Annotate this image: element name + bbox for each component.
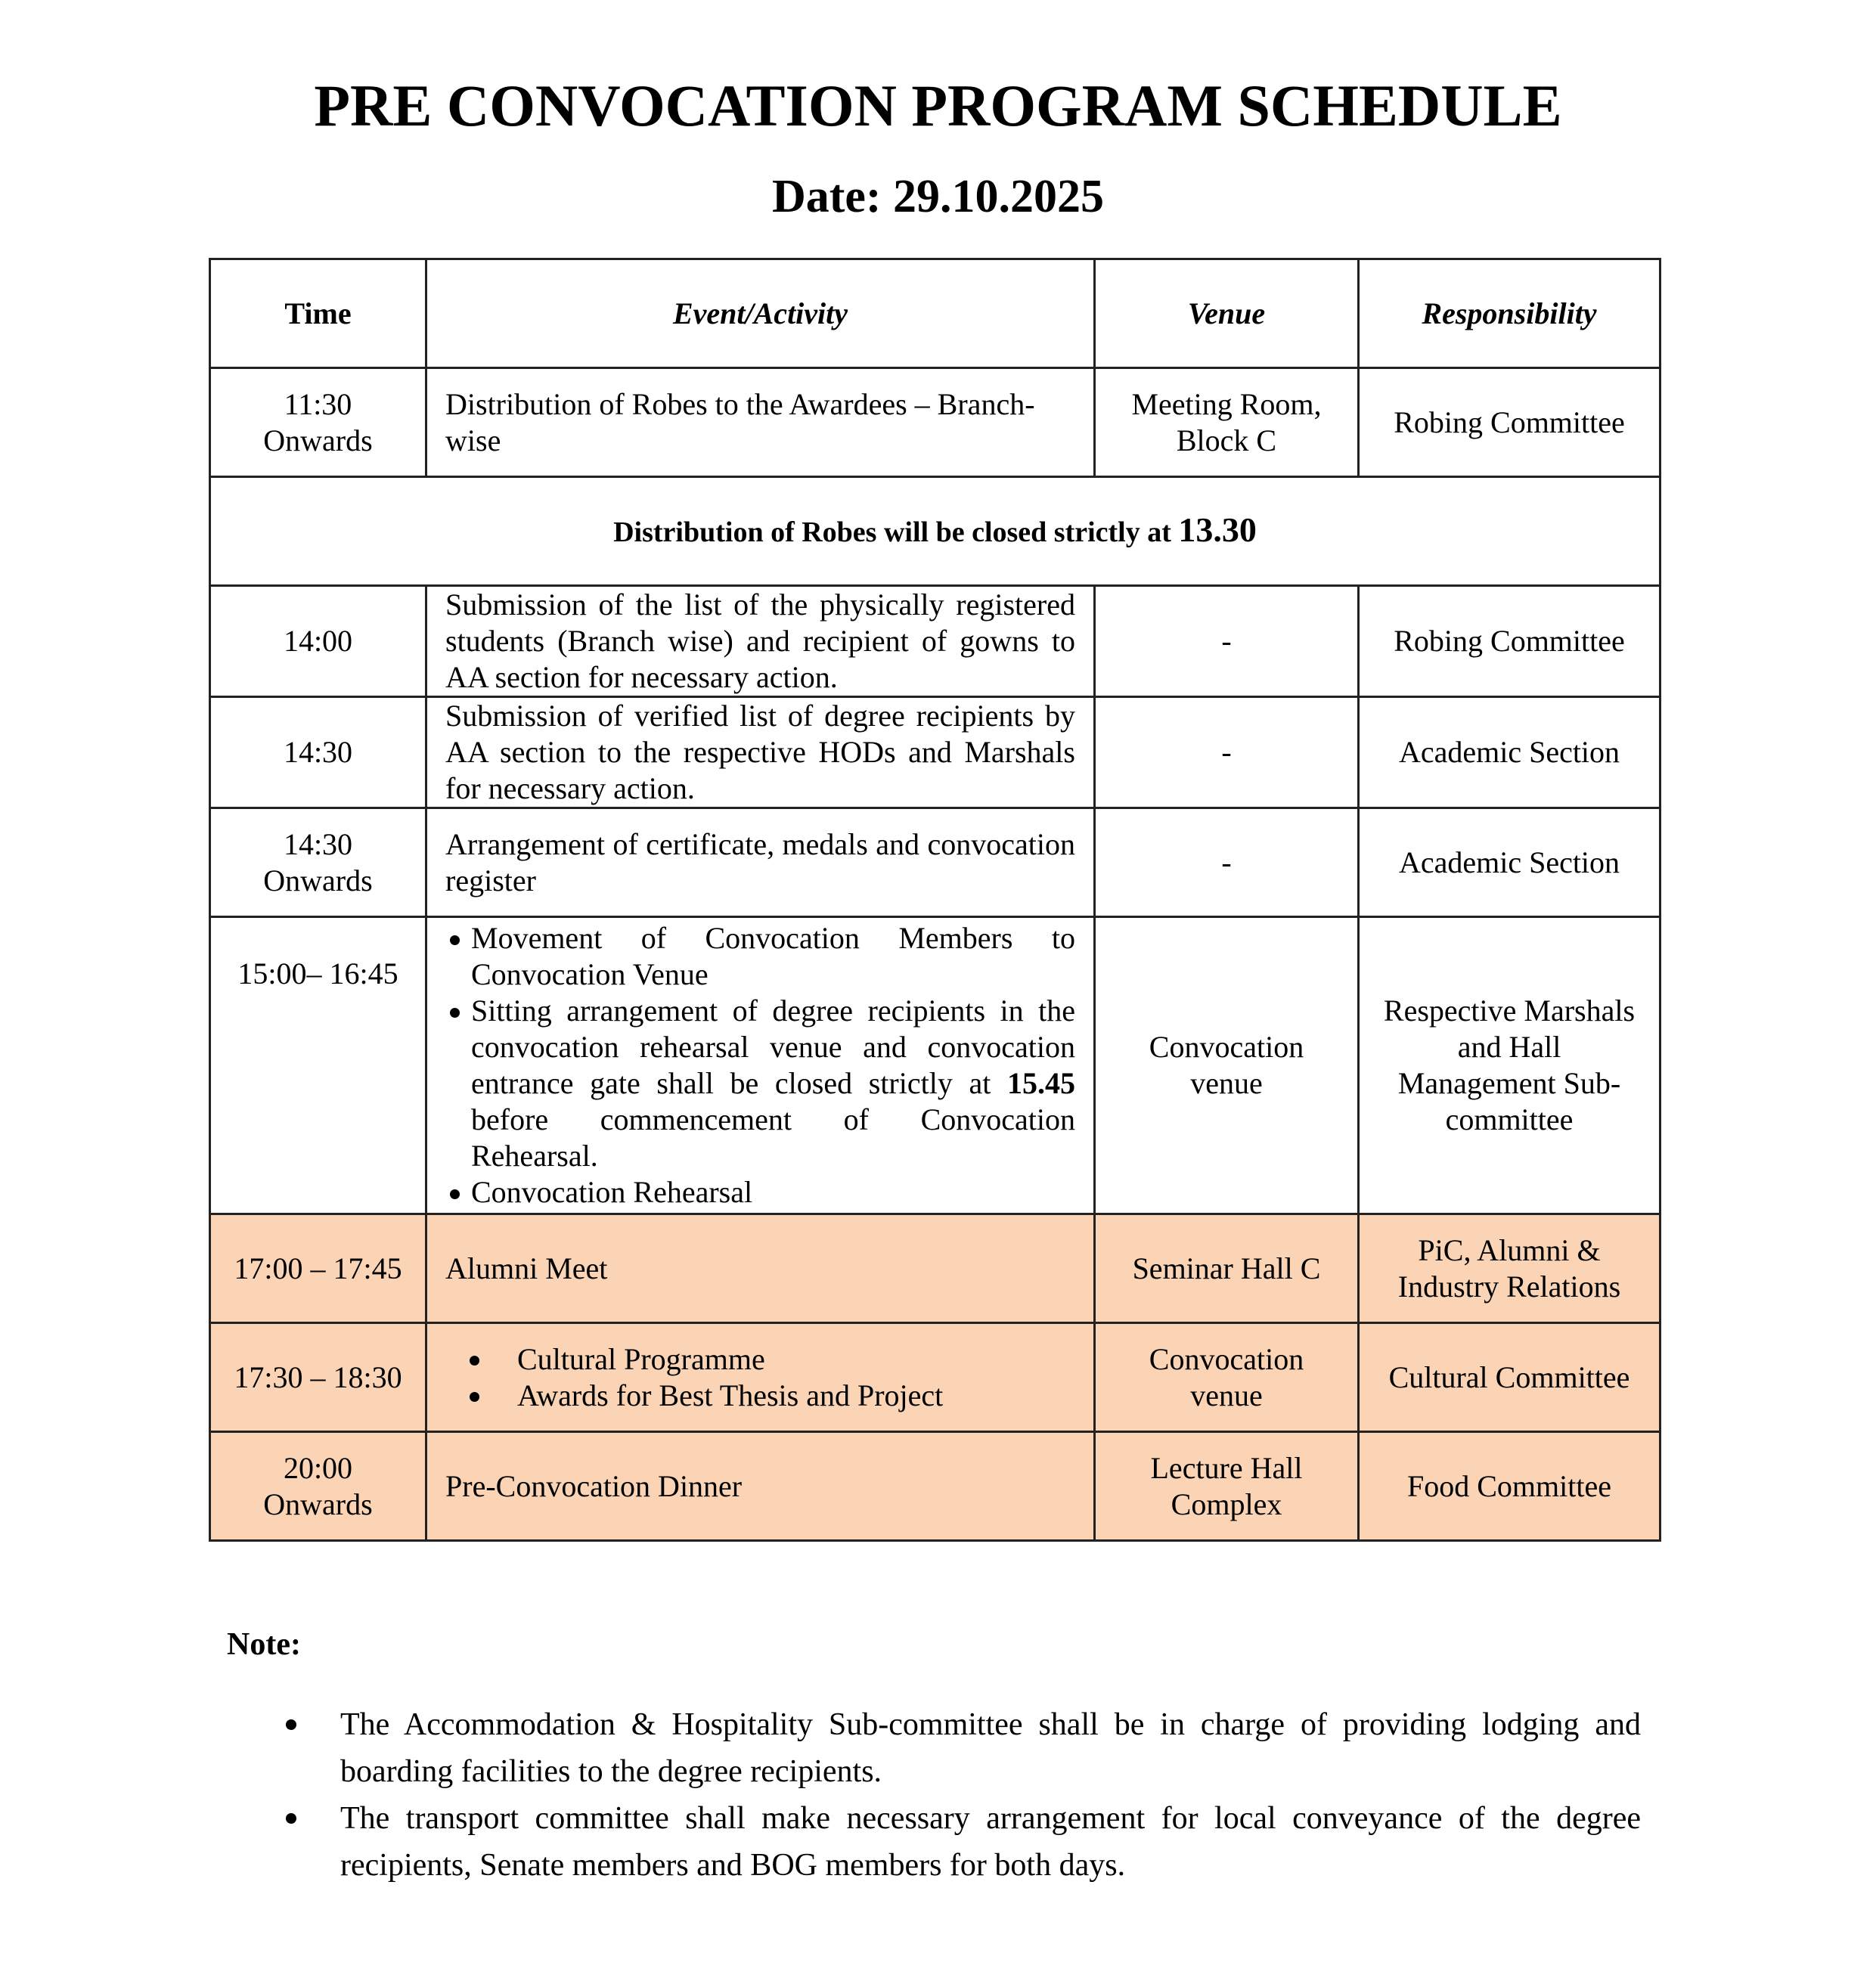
event-cell: Distribution of Robes to the Awardees – Branch-wise (426, 368, 1095, 477)
list-item: Sitting arrangement of degree recipients in the convocation rehearsal venue and convocation entrance gate shall be closed strictly at 15.45 before commencement of Convocation Rehearsal. (445, 993, 1075, 1174)
event-cell: Submission of verified list of degree recipients by AA section to the respective HODs and Marshals for necessary action. (426, 697, 1095, 808)
note-item: The Accommodation & Hospitality Sub-committee shall be in charge of providing lodging and boarding facilities to the degree recipients. (280, 1701, 1641, 1795)
venue-cell: - (1095, 586, 1359, 697)
event-cell: Pre-Convocation Dinner (426, 1432, 1095, 1541)
header-event: Event/Activity (426, 259, 1095, 368)
note-item: The transport committee shall make necessary arrangement for local conveyance of the degree recipients, Senate members and BOG members for both days. (280, 1795, 1641, 1889)
page-title: PRE CONVOCATION PROGRAM SCHEDULE (314, 73, 1562, 138)
time-cell: 11:30 Onwards (210, 368, 426, 477)
event-cell: Submission of the list of the physically registered students (Branch wise) and recipient of gowns to AA section for necessary action. (426, 586, 1095, 697)
note-heading: Note: (227, 1627, 301, 1662)
header-venue: Venue (1095, 259, 1359, 368)
responsibility-cell: Robing Committee (1359, 368, 1660, 477)
schedule-table (209, 258, 1661, 1542)
table-row (210, 808, 1660, 917)
table-row-highlighted (210, 1214, 1660, 1323)
table-header-row (210, 259, 1660, 368)
table-row-highlighted (210, 1323, 1660, 1432)
event-bullet-list (445, 920, 1075, 1211)
table-row (210, 586, 1660, 697)
notes-list (280, 1701, 1641, 1889)
time-cell: 14:30 (210, 697, 426, 808)
venue-cell: - (1095, 808, 1359, 917)
list-item: Convocation Rehearsal (445, 1174, 1075, 1211)
event-cell (426, 917, 1095, 1214)
venue-cell: Convocation venue (1095, 1323, 1359, 1432)
table-row-highlighted (210, 1432, 1660, 1541)
schedule-date: Date: 29.10.2025 (771, 171, 1105, 222)
event-cell: Alumni Meet (426, 1214, 1095, 1323)
event-bullet-list (445, 1341, 1075, 1414)
time-cell: 14:00 (210, 586, 426, 697)
responsibility-cell: Food Committee (1359, 1432, 1660, 1541)
responsibility-cell: Respective Marshals and Hall Management Sub-committee (1359, 917, 1660, 1214)
venue-cell: Meeting Room, Block C (1095, 368, 1359, 477)
venue-cell: Lecture Hall Complex (1095, 1432, 1359, 1541)
venue-cell: Convocation venue (1095, 917, 1359, 1214)
table-row (210, 917, 1660, 1214)
list-item: Awards for Best Thesis and Project (445, 1378, 1075, 1414)
venue-cell: - (1095, 697, 1359, 808)
responsibility-cell: Academic Section (1359, 697, 1660, 808)
header-time: Time (210, 259, 426, 368)
notice-row (210, 477, 1660, 586)
venue-cell: Seminar Hall C (1095, 1214, 1359, 1323)
event-cell: Arrangement of certificate, medals and convocation register (426, 808, 1095, 917)
responsibility-cell: Academic Section (1359, 808, 1660, 917)
gate-close-time: 15.45 (1007, 1066, 1075, 1100)
time-cell: 17:30 – 18:30 (210, 1323, 426, 1432)
header-responsibility: Responsibility (1359, 259, 1660, 368)
table-row (210, 697, 1660, 808)
time-cell: 17:00 – 17:45 (210, 1214, 426, 1323)
robes-closing-notice: Distribution of Robes will be closed strictly at 13.30 (210, 477, 1660, 586)
event-cell (426, 1323, 1095, 1432)
time-cell: 14:30 Onwards (210, 808, 426, 917)
list-item: Movement of Convocation Members to Convocation Venue (445, 920, 1075, 993)
time-cell: 20:00 Onwards (210, 1432, 426, 1541)
time-cell: 15:00– 16:45 (210, 917, 426, 1214)
list-item: Cultural Programme (445, 1341, 1075, 1378)
closing-time: 13.30 (1178, 510, 1257, 549)
responsibility-cell: PiC, Alumni & Industry Relations (1359, 1214, 1660, 1323)
table-row (210, 368, 1660, 477)
responsibility-cell: Robing Committee (1359, 586, 1660, 697)
responsibility-cell: Cultural Committee (1359, 1323, 1660, 1432)
